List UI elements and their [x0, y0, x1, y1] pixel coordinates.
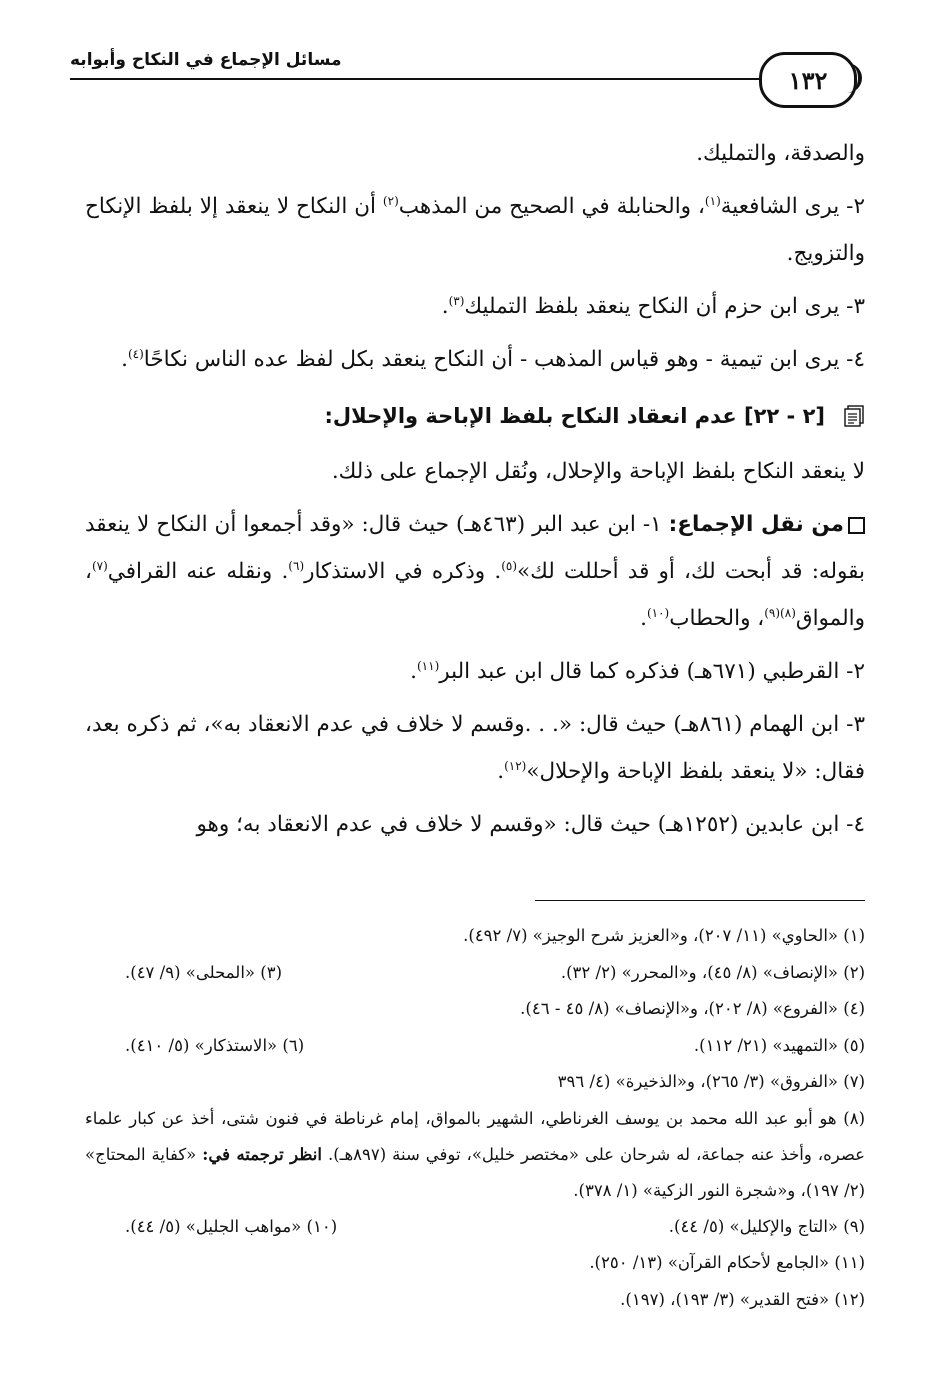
main-text [85, 130, 865, 854]
text: . ونقله عنه القرافي [107, 559, 289, 584]
page-header [70, 50, 855, 95]
text: ٢- يرى الشافعية [720, 194, 866, 219]
text: . [121, 347, 128, 372]
paragraph [85, 283, 865, 330]
footnote-ref[interactable]: (٥) [501, 558, 518, 573]
footnote: (٤) «الفروع» (٨/ ٢٠٢)، و«الإنصاف» (٨/ ٤٥ - ٤٦). [520, 999, 865, 1018]
page-number-badge [759, 52, 857, 108]
text: ١- ابن عبد البر (٤٦٣هـ) حيث قال: «وقد أجمعوا أن النكاح لا ينعقد بقوله: قد أبحت لك، أو قد أحللت لك» [85, 512, 865, 584]
text: ، والحنابلة في الصحيح من المذهب [398, 194, 705, 219]
footnote-ref[interactable]: (٨)(٩) [764, 605, 796, 620]
text: والصدقة، والتمليك. [696, 141, 865, 166]
text: . [497, 759, 505, 784]
footnote: (١٠) «مواهب الجليل» (٥/ ٤٤). [125, 1216, 338, 1236]
page-number: ١٣٢ [788, 65, 828, 95]
document-stack-icon [843, 405, 865, 427]
text: ٢- القرطبي (٦٧١هـ) فذكره كما قال ابن عبد البر [439, 659, 865, 684]
bold-text: انظر ترجمته في: [202, 1144, 322, 1164]
paragraph [85, 130, 865, 177]
text: . [640, 606, 647, 631]
footnote: (٥) «التمهيد» (٢١/ ١١٢). [693, 1035, 865, 1055]
lead-label: من نقل الإجماع: [668, 512, 844, 537]
footnote: (٩) «التاج والإكليل» (٥/ ٤٤). [668, 1216, 865, 1236]
text: ٤- يرى ابن تيمية - وهو قياس المذهب - أن النكاح ينعقد بكل لفظ عده الناس نكاحًا [143, 347, 865, 372]
footnote-row [85, 1209, 865, 1246]
paragraph [85, 183, 865, 277]
paragraph [85, 501, 865, 642]
footnotes [85, 918, 865, 1318]
footnote: (١٢) «فتح القدير» (٣/ ١٩٣)، (١٩٧). [620, 1289, 865, 1309]
paragraph [85, 648, 865, 695]
text: ٣- ابن الهمام (٨٦١هـ) حيث قال: «. . .وقسم لا خلاف في عدم الانعقاد به»، ثم ذكره بعد، فقال: «لا ينعقد بلفظ الإباحة والإحلال» [85, 712, 865, 784]
text: «كفاية المحتاج» (٢/ ١٩٧)، و«شجرة النور الزكية» (١/ ٣٧٨). [85, 1144, 865, 1200]
footnote: (١) «الحاوي» (١١/ ٢٠٧)، و«العزيز شرح الوجيز» (٧/ ٤٩٢). [463, 926, 865, 945]
text: ٤- ابن عابدين (١٢٥٢هـ) حيث قال: «وقسم لا خلاف في عدم الانعقاد به؛ وهو [196, 812, 865, 837]
footnote [85, 1101, 865, 1209]
text: ٣- يرى ابن حزم أن النكاح ينعقد بلفظ التمليك [464, 294, 865, 319]
footnote-separator [535, 900, 865, 901]
text: . [441, 294, 449, 319]
text: . [410, 659, 417, 684]
text: (٨) هو أبو عبد الله محمد بن يوسف الغرناطي، الشهير بالمواق، إمام غرناطة في فنون شتى، أخذ عن كبار علماء عصره، وأخذ عنه جماعة، له شرحان على «مختصر خليل»، توفي سنة (٨٩٧هـ). [85, 1108, 866, 1164]
footnote-ref[interactable]: (١١) [416, 658, 440, 673]
footnote: (٦) «الاستذكار» (٥/ ٤١٠). [125, 1035, 305, 1055]
footnote-ref[interactable]: (٦) [288, 558, 305, 573]
footnote-ref[interactable]: (١) [704, 193, 721, 208]
footnote-ref[interactable]: (٧) [91, 558, 108, 573]
footnote-row [85, 955, 865, 992]
text: ، والمواق [85, 559, 865, 631]
section-heading [85, 393, 865, 440]
footnote-row [85, 1028, 865, 1065]
running-title: مسائل الإجماع في النكاح وأبوابه [70, 50, 342, 70]
paragraph [85, 801, 865, 848]
footnote: (٣) «المحلى» (٩/ ٤٧). [125, 962, 282, 982]
section-title: [٢ - ٢٢] عدم انعقاد النكاح بلفظ الإباحة والإحلال: [324, 404, 825, 428]
footnote-ref[interactable]: (٢) [382, 193, 399, 208]
paragraph [85, 336, 865, 383]
text: أن النكاح لا ينعقد إلا بلفظ الإنكاح والتزويج. [85, 194, 865, 266]
text: ، والحطاب [669, 606, 765, 631]
footnote: (١١) «الجامع لأحكام القرآن» (١٣/ ٢٥٠). [589, 1253, 865, 1272]
footnote-ref[interactable]: (١٢) [504, 758, 527, 773]
footnote-ref[interactable]: (٣) [448, 293, 465, 308]
paragraph [85, 701, 865, 795]
footnote-ref[interactable]: (٤) [127, 346, 144, 361]
text: لا ينعقد النكاح بلفظ الإباحة والإحلال، ونُقل الإجماع على ذلك. [331, 459, 865, 484]
header-rule [70, 78, 815, 80]
text: . وذكره في الاستذكار [304, 559, 502, 584]
footnote-ref[interactable]: (١٠) [646, 605, 670, 620]
paragraph [85, 448, 865, 495]
footnote: (٢) «الإنصاف» (٨/ ٤٥)، و«المحرر» (٢/ ٣٢). [560, 962, 865, 982]
square-bullet-icon [848, 517, 865, 534]
footnote: (٧) «الفروق» (٣/ ٢٦٥)، و«الذخيرة» (٤/ ٣٩٦ [557, 1072, 865, 1091]
